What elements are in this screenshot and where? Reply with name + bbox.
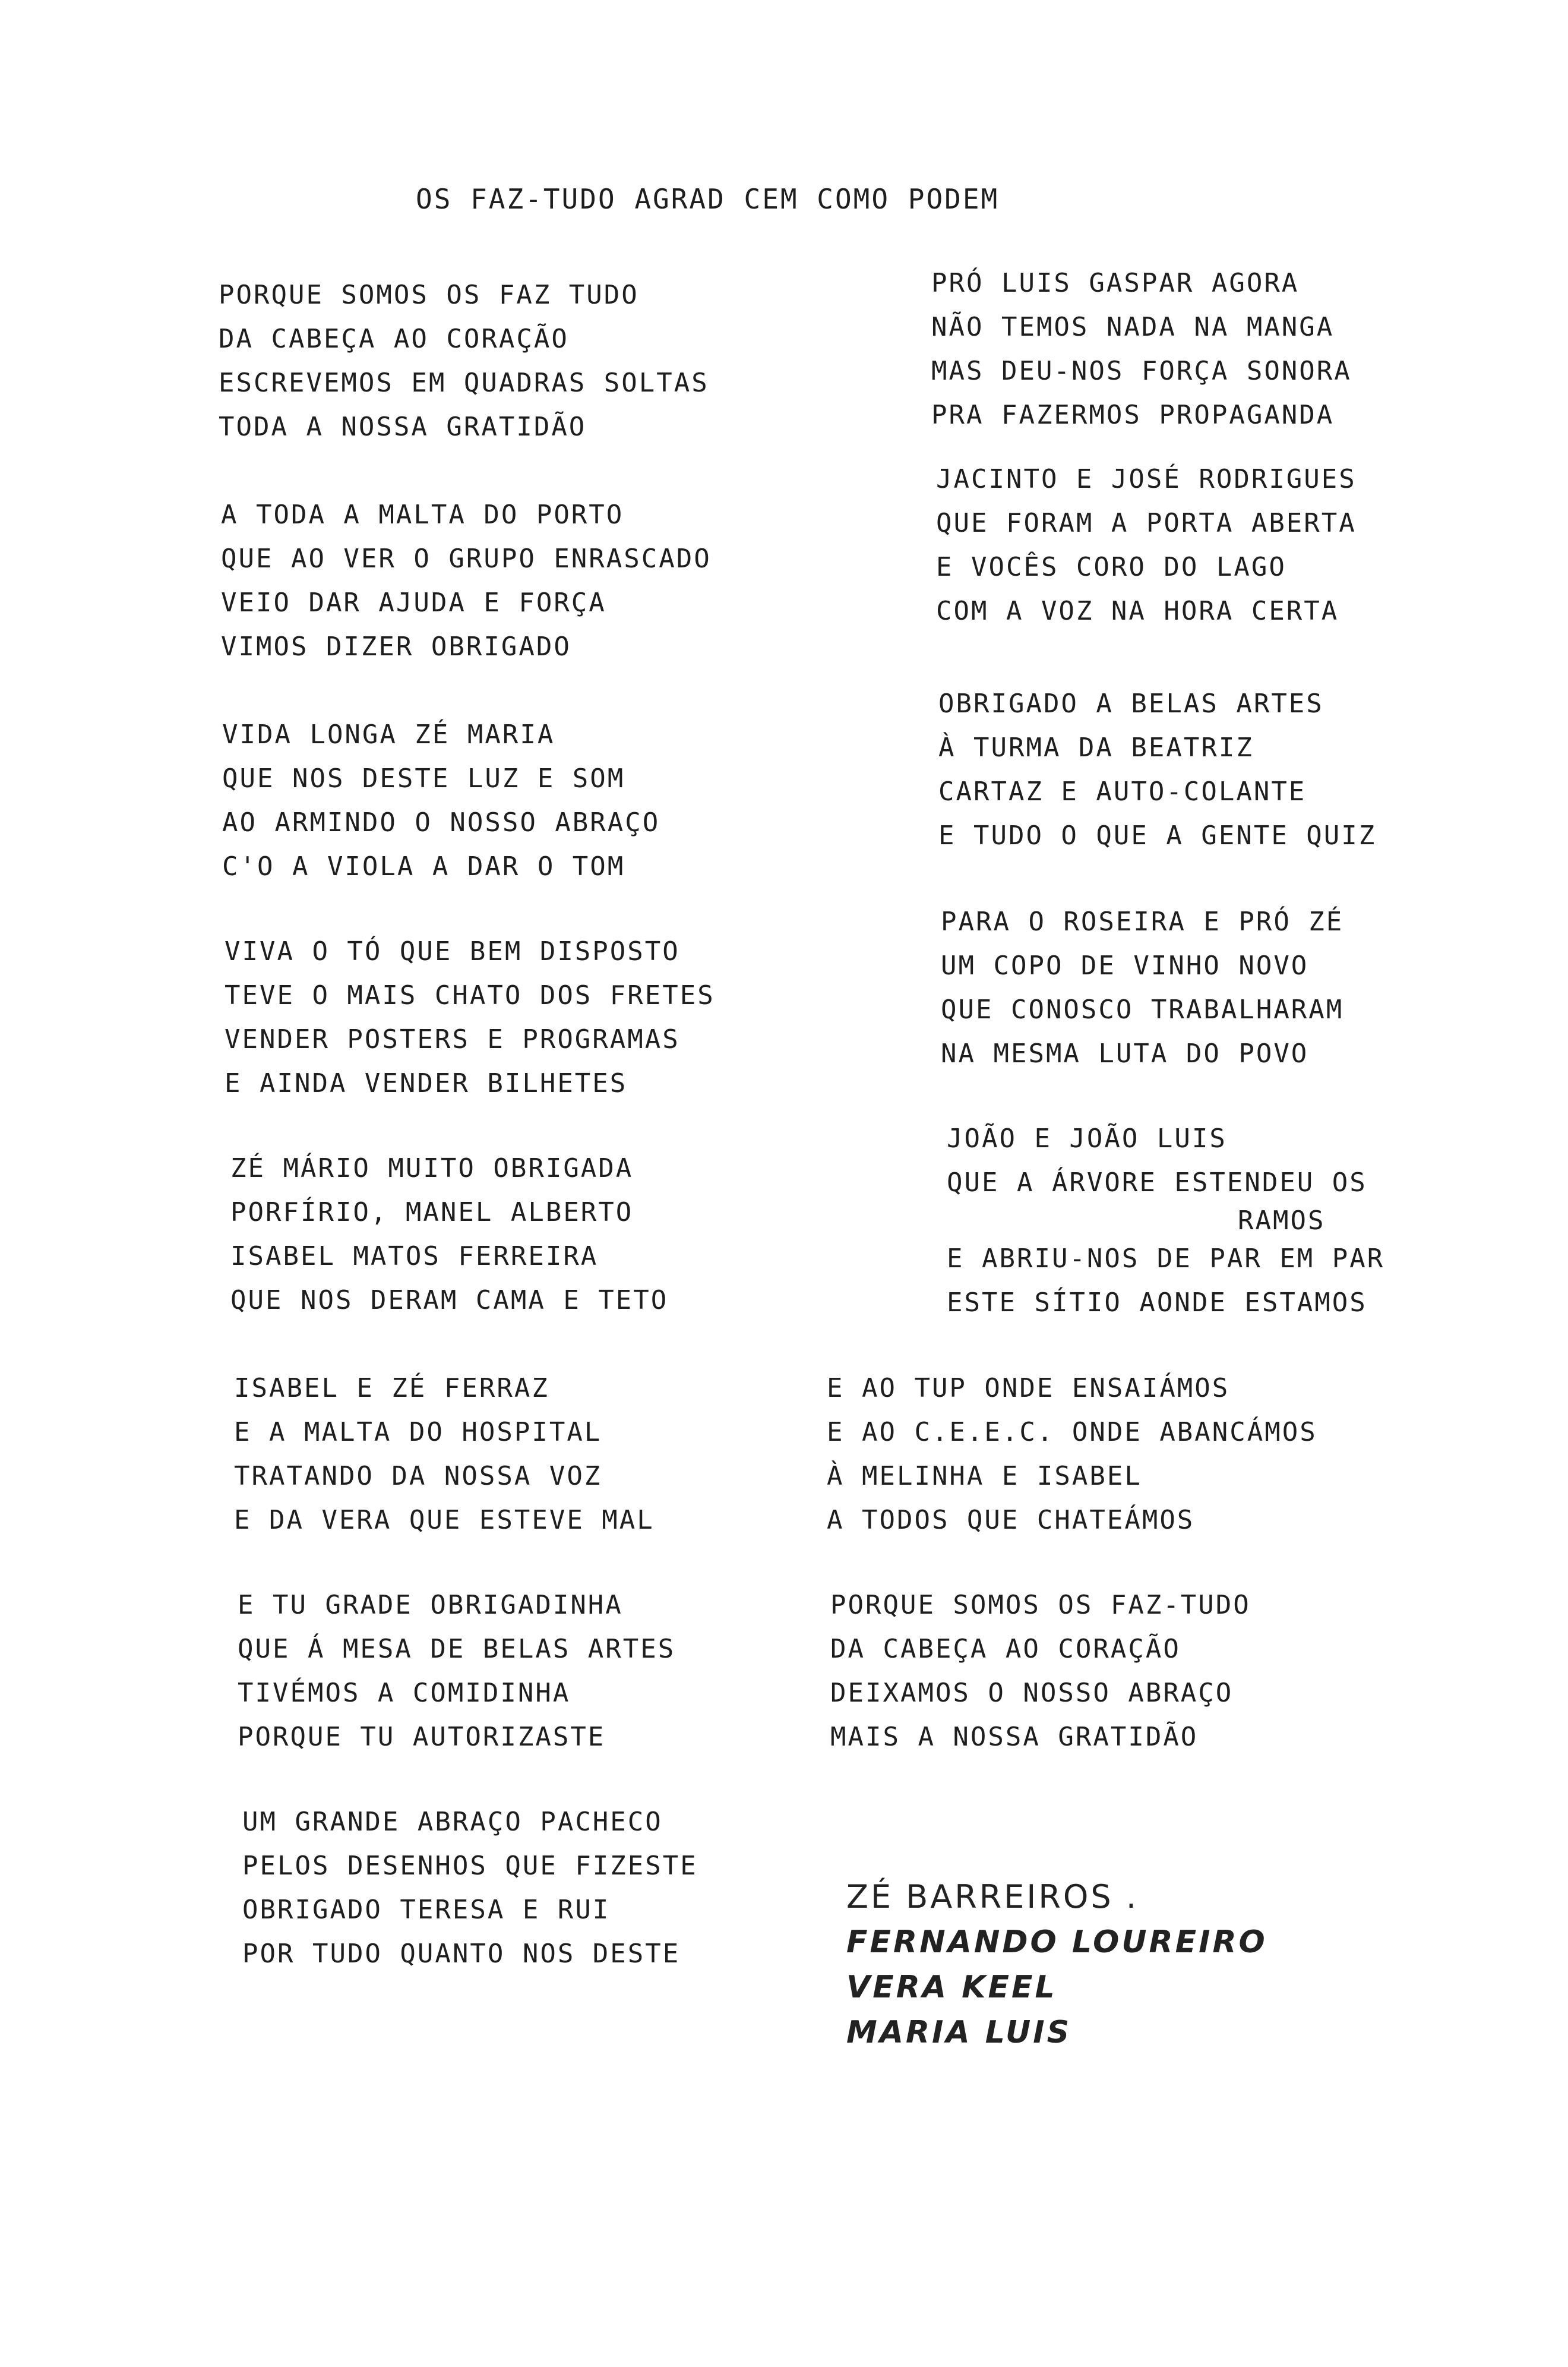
verse-line: A TODOS QUE CHATEÁMOS [827,1505,1195,1535]
verse-line: TIVÉMOS A COMIDINHA [238,1678,571,1708]
verse-line: PORQUE SOMOS OS FAZ-TUDO [830,1590,1251,1620]
verse-line: QUE NOS DESTE LUZ E SOM [222,763,625,794]
verse-line: E TUDO O QUE A GENTE QUIZ [938,820,1377,851]
stanza-left-2 [221,493,712,669]
verse-line: C'O A VIOLA A DAR O TOM [222,851,625,882]
verse-line: DA CABEÇA AO CORAÇÃO [219,324,569,354]
stanza-left-4 [225,930,715,1106]
verse-line: QUE A ÁRVORE ESTENDEU OS [947,1167,1367,1198]
verse-line: E ABRIU-NOS DE PAR EM PAR [947,1244,1385,1274]
verse-line: PARA O ROSEIRA E PRÓ ZÉ [941,907,1344,937]
verse-line: PORQUE SOMOS OS FAZ TUDO [219,280,639,310]
verse-line: PORQUE TU AUTORIZASTE [238,1722,606,1752]
verse-line: VIDA LONGA ZÉ MARIA [222,719,555,750]
verse-line: OBRIGADO TERESA E RUI [242,1895,611,1925]
verse-line: MAIS A NOSSA GRATIDÃO [830,1722,1199,1752]
verse-line: VIMOS DIZER OBRIGADO [221,632,571,662]
verse-line: E AO C.E.E.C. ONDE ABANCÁMOS [827,1417,1317,1447]
verse-line: QUE Á MESA DE BELAS ARTES [238,1634,676,1664]
verse-line: NA MESMA LUTA DO POVO [941,1039,1309,1069]
verse-line: À TURMA DA BEATRIZ [938,733,1254,763]
verse-line: UM COPO DE VINHO NOVO [941,951,1309,981]
verse-line: RAMOS [1238,1205,1326,1236]
stanza-right-4 [941,900,1343,1076]
verse-line: TODA A NOSSA GRATIDÃO [219,412,587,442]
verse-line: E VOCÊS CORO DO LAGO [936,552,1286,582]
stanza-left-5 [230,1147,668,1323]
stanza-left-8 [242,1800,698,1976]
verse-line: UM GRANDE ABRAÇO PACHECO [242,1807,663,1837]
verse-line: VENDER POSTERS E PROGRAMAS [225,1024,680,1055]
verse-line: E A MALTA DO HOSPITAL [234,1417,602,1447]
stanza-left-1 [219,273,709,449]
verse-line: E AINDA VENDER BILHETES [225,1068,628,1099]
verse-line: TEVE O MAIS CHATO DOS FRETES [225,980,715,1011]
stanza-right-3 [938,682,1376,858]
verse-line: POR TUDO QUANTO NOS DESTE [242,1939,681,1969]
verse-line: TRATANDO DA NOSSA VOZ [234,1461,602,1491]
verse-line: VIVA O TÓ QUE BEM DISPOSTO [225,936,680,967]
stanza-left-7 [238,1583,675,1759]
stanza-right-1 [931,261,1352,437]
verse-line: E DA VERA QUE ESTEVE MAL [234,1505,655,1535]
stanza-right-5 [947,1117,1384,1325]
verse-line: ISABEL MATOS FERREIRA [230,1241,599,1271]
stanza-right-6 [827,1366,1317,1542]
stanza-right-2 [936,457,1357,633]
signature: VERA KEEL [846,1970,1057,2005]
signature: FERNANDO LOUREIRO [846,1924,1267,1960]
verse-line: JOÃO E JOÃO LUIS [947,1123,1227,1154]
verse-line: OBRIGADO A BELAS ARTES [938,689,1324,719]
stanza-left-3 [222,713,660,889]
stanza-left-6 [234,1366,655,1542]
verse-line: CARTAZ E AUTO-COLANTE [938,777,1307,807]
verse-line: PORFÍRIO, MANEL ALBERTO [230,1197,634,1227]
verse-line: JACINTO E JOSÉ RODRIGUES [936,464,1357,494]
verse-line: NÃO TEMOS NADA NA MANGA [931,312,1335,342]
verse-line: E TU GRADE OBRIGADINHA [238,1590,623,1620]
verse-line: QUE NOS DERAM CAMA E TETO [230,1285,669,1315]
verse-line: ZÉ MÁRIO MUITO OBRIGADA [230,1153,634,1184]
signature: MARIA LUIS [846,2015,1072,2050]
verse-line: QUE AO VER O GRUPO ENRASCADO [221,544,712,574]
verse-line: À MELINHA E ISABEL [827,1461,1142,1491]
verse-line: QUE FORAM A PORTA ABERTA [936,508,1357,538]
verse-line: QUE CONOSCO TRABALHARAM [941,995,1344,1025]
verse-line: VEIO DAR AJUDA E FORÇA [221,588,606,618]
signatures [846,1874,1267,2055]
verse-line: PELOS DESENHOS QUE FIZESTE [242,1851,698,1881]
verse-line: PRÓ LUIS GASPAR AGORA [931,268,1300,298]
verse-line: ESTE SÍTIO AONDE ESTAMOS [947,1287,1367,1318]
verse-line: MAS DEU-NOS FORÇA SONORA [931,356,1352,386]
page-title: OS FAZ-TUDO AGRAD CEM COMO PODEM [416,183,1000,215]
verse-line: COM A VOZ NA HORA CERTA [936,596,1339,626]
stanza-right-7 [830,1583,1251,1759]
verse-line: AO ARMINDO O NOSSO ABRAÇO [222,807,660,838]
verse-line: E AO TUP ONDE ENSAIÁMOS [827,1373,1230,1403]
verse-line: ESCREVEMOS EM QUADRAS SOLTAS [219,368,709,398]
verse-line: DEIXAMOS O NOSSO ABRAÇO [830,1678,1234,1708]
verse-line: ISABEL E ZÉ FERRAZ [234,1373,549,1403]
verse-line: A TODA A MALTA DO PORTO [221,500,624,530]
verse-line: DA CABEÇA AO CORAÇÃO [830,1634,1181,1664]
signature: ZÉ BARREIROS . [846,1878,1139,1915]
verse-line: PRA FAZERMOS PROPAGANDA [931,400,1335,430]
